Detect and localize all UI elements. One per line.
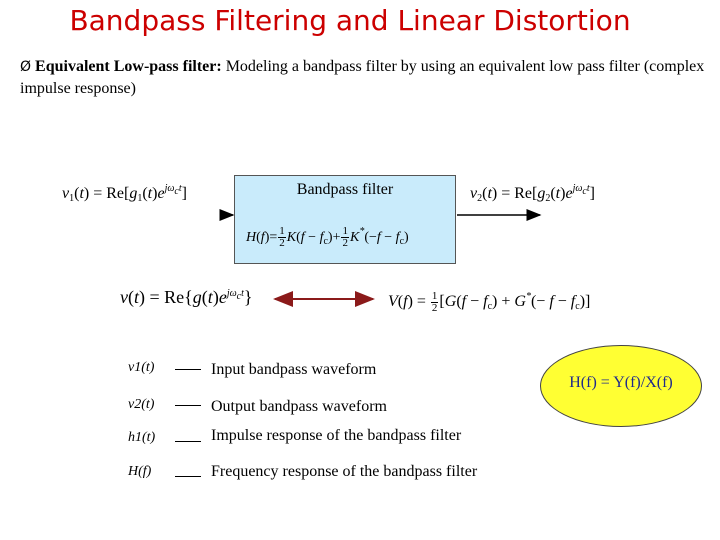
bandpass-filter-label: Bandpass filter (296, 181, 394, 198)
spectrum-expression: V(f) = $\frac{1}{2}$ $[G(f - f_c) + G^*(- f - f_c)]$ (388, 290, 591, 314)
legend-text-H: Frequency response of the bandpass filter (211, 463, 478, 480)
legend-symbol-H: H(f) (128, 464, 152, 479)
input-signal-expression: $v_1(t) = Re[g_1(t)e^{j\omega ct}]$ (62, 183, 187, 204)
output-signal-expression: $v_2(t) = Re[g_2(t)e^{j\omega ct}]$ (470, 183, 595, 204)
bullet-arrow-icon: Ø (20, 59, 32, 75)
legend-dash (175, 476, 201, 477)
legend-text-h1: Impulse response of the bandpass filter (211, 427, 462, 444)
legend-dash (175, 405, 201, 406)
legend-dash (175, 441, 201, 442)
legend-symbol-v1: v1(t) (128, 360, 155, 375)
complex-envelope-expression: $v(t) = Re\{g(t)e^{j\omega ct}\}$ (120, 287, 253, 307)
callout-text: H(f) = Y(f)/X(f) (569, 374, 673, 391)
legend-symbol-h1: h1(t) (128, 430, 156, 445)
legend-text-v1: Input bandpass waveform (211, 361, 377, 378)
page-title: Bandpass Filtering and Linear Distortion (69, 4, 631, 37)
legend-symbol-v2: v2(t) (128, 397, 155, 412)
transfer-function-formula: H(f)= $\frac{1}{2}$ $K(f - f_c)+$ $\frac{1}{2}$ $K^*(-f - f_c)$ (246, 225, 409, 250)
legend-text-v2: Output bandpass waveform (211, 398, 387, 415)
legend-dash (175, 369, 201, 370)
intro-lead: Equivalent Low-pass filter: (35, 58, 222, 75)
intro-text: Modeling a bandpass filter by using an equivalent low pass filter (complex impulse response) (20, 58, 705, 97)
